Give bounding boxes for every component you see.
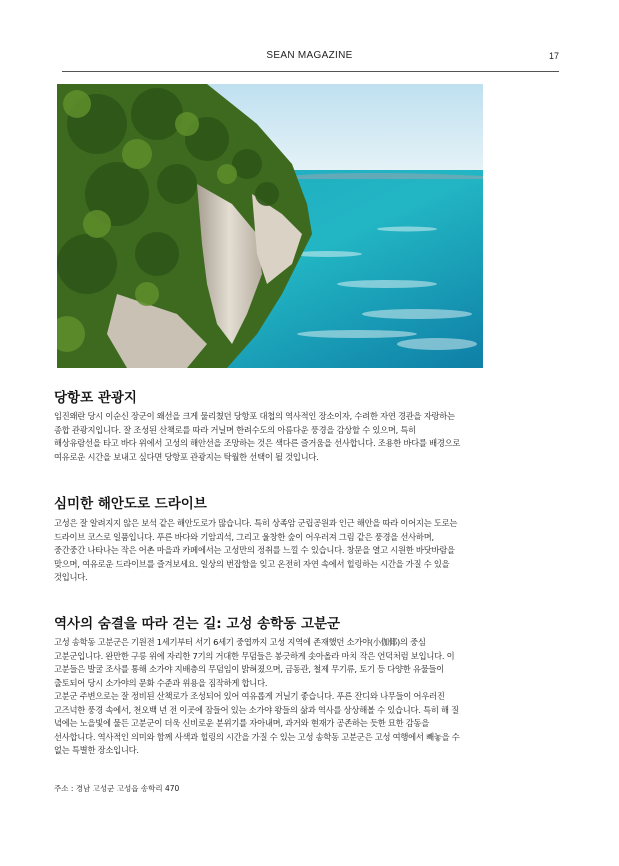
coastal-cliff-photo	[57, 84, 483, 368]
section-title-coastal-drive: 심미한 해안도로 드라이브	[54, 496, 207, 512]
magazine-title: SEAN MAGAZINE	[266, 50, 353, 61]
section-body-songhakdong-tombs: 고성 송학동 고분군은 기원전 1세기부터 서기 6세기 중엽까지 고성 지역에 존재했던 소가야(小伽倻)의 중심 고분군입니다. 완만한 구릉 위에 자리한 7기의 거대한 무덤들은 봉긋하게 솟아올라 마치 작은 언덕처럼 보입니다. 이 고분들은 발굴 조사를 통해 소가야 지배층의 무덤임이 밝혀졌으며, 금동관, 철제 무기류, 토기 등 다양한 유물들이 출토되어 당시 소가야의 문화 수준과 위용을 짐작하게 합니다. 고분군 주변으로는 잘 정비된 산책로가 조성되어 있어 여유롭게 거닐기 좋습니다. 푸른 잔디와 나무들이 어우러진 고즈넉한 풍경 속에서, 천오백 년 전 이곳에 잠들어 있는 소가야 왕들의 삶과 역사를 상상해볼 수 있습니다. 특히 해 질 녘에는 노을빛에 물든 고분군이 더욱 신비로운 분위기를 자아내며, 과거와 현재가 공존하는 듯한 묘한 감동을 선사합니다. 역사적인 의미와 함께 사색과 힐링의 시간을 가질 수 있는 고성 송학동 고분군은 고성 여행에서 빼놓을 수 없는 특별한 장소입니다.	[54, 637, 460, 755]
section-body-coastal-drive: 고성은 잘 알려지지 않은 보석 같은 해안도로가 많습니다. 특히 상족암 군립공원과 인근 해안을 따라 이어지는 도로는 드라이브 코스로 일품입니다. 푸른 바다와 기암괴석, 그리고 울창한 숲이 어우러져 그림 같은 풍경을 선사하며, 중간중간 나타나는 작은 어촌 마을과 카페에서는 고성만의 정취를 느낄 수 있습니다. 창문을 열고 시원한 바닷바람을 맞으며, 여유로운 드라이브를 즐겨보세요. 일상의 번잡함을 잊고 온전히 자연 속에서 힐링하는 시간을 가질 수 있을 것입니다.	[54, 518, 458, 582]
section-title-songhakdong-tombs: 역사의 숨결을 따라 걷는 길: 고성 송학동 고분군	[54, 616, 341, 632]
page-number: 17	[549, 51, 560, 61]
section-title-danghangpo: 당항포 관광지	[54, 390, 137, 406]
header-divider	[62, 71, 559, 72]
address-line: 주소 : 경남 고성군 고성읍 송학리 470	[54, 784, 180, 793]
section-body-danghangpo: 임진왜란 당시 이순신 장군이 왜선을 크게 물리쳤던 당항포 대첩의 역사적인 장소이자, 수려한 자연 경관을 자랑하는 종합 관광지입니다. 잘 조성된 산책로를 따라 거닐며 한려수도의 아름다운 풍경을 감상할 수 있으며, 특히 해상유람선을 타고 바다 위에서 고성의 해안선을 조망하는 것은 색다른 즐거움을 선사합니다. 조용한 바다를 배경으로 여유로운 시간을 보내고 싶다면 당항포 관광지는 탁월한 선택이 될 것입니다.	[54, 411, 461, 462]
